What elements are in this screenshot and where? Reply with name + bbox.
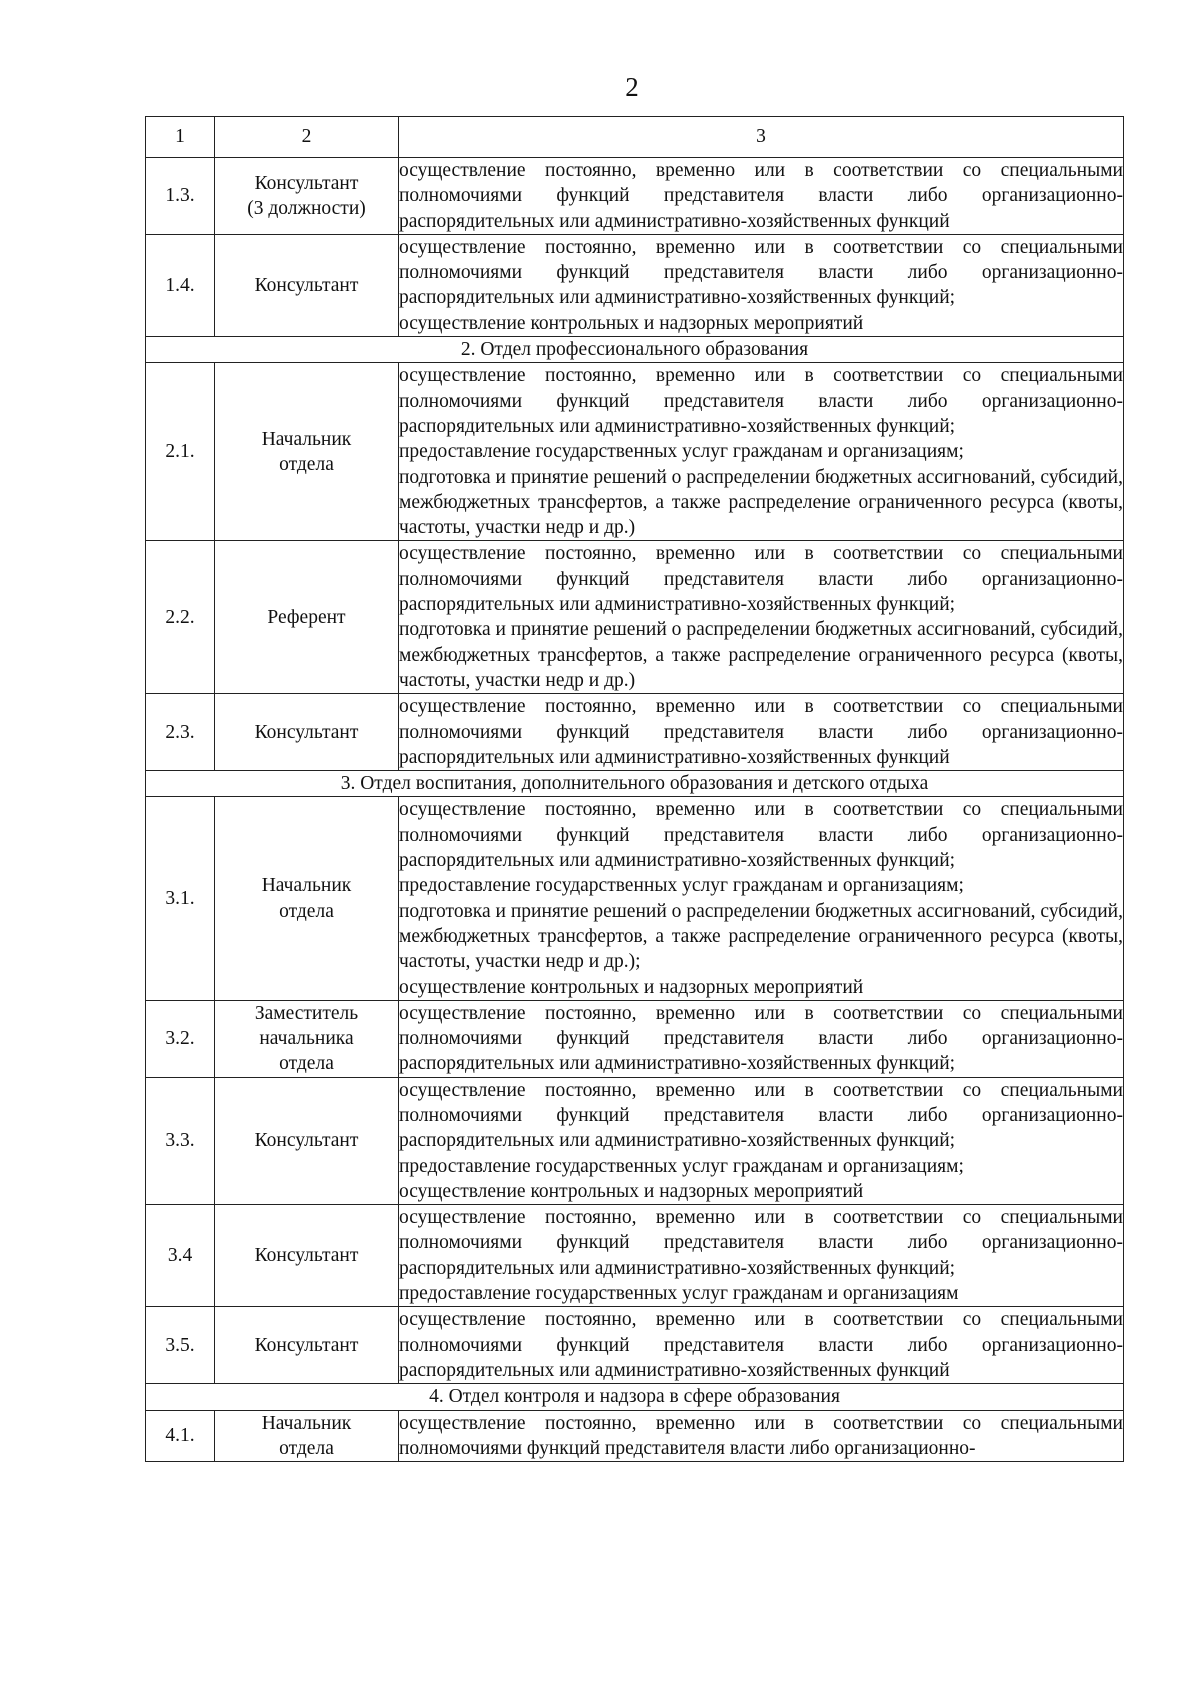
page-number: 2	[625, 72, 639, 102]
position-line: Консультант	[254, 1334, 359, 1356]
position-line: Начальник	[261, 875, 352, 897]
row-number: 3.2.	[146, 1000, 215, 1077]
duty-item: осуществление контрольных и надзорных мероприятий	[399, 976, 864, 998]
position-line: Консультант	[254, 274, 359, 296]
duty-item: осуществление постоянно, временно или в соответствии со специальными полномочиями функций представителя власти либо организационно-распорядительных или административно-хозяйственных функций;	[399, 365, 1123, 437]
table-row	[146, 234, 1124, 336]
table-row	[146, 1205, 1124, 1307]
duties-cell	[399, 1410, 1124, 1462]
duties-cell	[399, 1307, 1124, 1384]
header-cell-3: 3	[399, 117, 1124, 158]
duties-table	[145, 116, 1124, 1462]
duties-cell	[399, 694, 1124, 771]
duties-cell	[399, 158, 1124, 235]
position-line: Консультант	[254, 1245, 359, 1267]
section-title: 4. Отдел контроля и надзора в сфере образования	[146, 1384, 1124, 1410]
duties-cell	[399, 797, 1124, 1000]
position-cell	[215, 1205, 399, 1307]
position-line: (3 должности)	[247, 197, 366, 219]
section-title: 3. Отдел воспитания, дополнительного образования и детского отдыха	[146, 771, 1124, 797]
table-row	[146, 158, 1124, 235]
position-cell	[215, 158, 399, 235]
duty-item: осуществление постоянно, временно или в соответствии со специальными полномочиями функций представителя власти либо организационно-распорядительных или административно-хозяйственных функций	[399, 1309, 1123, 1381]
position-cell	[215, 694, 399, 771]
duty-item: предоставление государственных услуг гражданам и организациям	[399, 1283, 959, 1305]
position-line: Начальник	[261, 428, 352, 450]
duties-cell	[399, 541, 1124, 694]
row-number: 2.3.	[146, 694, 215, 771]
position-line: отдела	[279, 1437, 334, 1459]
header-cell-1: 1	[146, 117, 215, 158]
position-cell	[215, 1307, 399, 1384]
row-number: 3.5.	[146, 1307, 215, 1384]
duty-item: осуществление постоянно, временно или в соответствии со специальными полномочиями функций представителя власти либо организационно-распорядительных или административно-хозяйственных функций;	[399, 1207, 1123, 1279]
duty-item: осуществление постоянно, временно или в соответствии со специальными полномочиями функций представителя власти либо организационно-распорядительных или административно-хозяйственных функций	[399, 696, 1123, 768]
table-row	[146, 1000, 1124, 1077]
duty-item: подготовка и принятие решений о распределении бюджетных ассигнований, субсидий, межбюджетных трансфертов, а также распределение ограниченного ресурса (квоты, частоты, участки недр и др.)	[399, 619, 1123, 691]
position-line: Начальник	[261, 1412, 352, 1434]
duty-item: осуществление постоянно, временно или в соответствии со специальными полномочиями функций представителя власти либо организационно-распорядительных или административно-хозяйственных функций;	[399, 543, 1123, 616]
position-cell	[215, 363, 399, 541]
position-line: начальника	[259, 1028, 354, 1050]
duty-item: осуществление постоянно, временно или в соответствии со специальными полномочиями функций представителя власти либо организационно-распорядительных или административно-хозяйственных функций;	[399, 1079, 1123, 1152]
table-row	[146, 694, 1124, 771]
duty-item: осуществление контрольных и надзорных мероприятий	[399, 1180, 864, 1202]
row-number: 3.4	[146, 1205, 215, 1307]
row-number: 4.1.	[146, 1410, 215, 1462]
row-number: 2.1.	[146, 363, 215, 541]
duty-item: подготовка и принятие решений о распределении бюджетных ассигнований, субсидий, межбюджетных трансфертов, а также распределение ограниченного ресурса (квоты, частоты, участки недр и др.);	[399, 900, 1123, 973]
duty-item: предоставление государственных услуг гражданам и организациям;	[399, 875, 964, 897]
table-row	[146, 1410, 1124, 1462]
duty-item: осуществление постоянно, временно или в соответствии со специальными полномочиями функций представителя власти либо организационно-распорядительных или административно-хозяйственных функций;	[399, 1002, 1123, 1075]
table-row	[146, 1077, 1124, 1204]
duty-item: осуществление постоянно, временно или в соответствии со специальными полномочиями функций представителя власти либо организационно-распорядительных или административно-хозяйственных функций;	[399, 799, 1123, 872]
position-cell	[215, 1077, 399, 1204]
duty-item: осуществление контрольных и надзорных мероприятий	[399, 312, 864, 334]
position-cell	[215, 541, 399, 694]
row-number: 2.2.	[146, 541, 215, 694]
header-cell-2: 2	[215, 117, 399, 158]
row-number: 1.3.	[146, 158, 215, 235]
position-line: Референт	[267, 606, 346, 628]
row-number: 1.4.	[146, 234, 215, 336]
table-row	[146, 1307, 1124, 1384]
duty-item: осуществление постоянно, временно или в соответствии со специальными полномочиями функций представителя власти либо организационно-распорядительных или административно-хозяйственных функций	[399, 160, 1123, 232]
section-title: 2. Отдел профессионального образования	[146, 337, 1124, 363]
position-cell	[215, 234, 399, 336]
position-line: Консультант	[254, 1130, 359, 1152]
duties-cell	[399, 1000, 1124, 1077]
table-row	[146, 541, 1124, 694]
section-row	[146, 337, 1124, 363]
duties-cell	[399, 1077, 1124, 1204]
duties-cell	[399, 363, 1124, 541]
duty-item: осуществление постоянно, временно или в соответствии со специальными полномочиями функций представителя власти либо организационно-	[399, 1412, 1123, 1459]
position-cell	[215, 1410, 399, 1462]
duty-item: предоставление государственных услуг гражданам и организациям;	[399, 1155, 964, 1177]
section-row	[146, 771, 1124, 797]
table-row	[146, 797, 1124, 1000]
position-cell	[215, 1000, 399, 1077]
duty-item: предоставление государственных услуг гражданам и организациям;	[399, 441, 964, 463]
position-line: Консультант	[254, 172, 359, 194]
duties-cell	[399, 234, 1124, 336]
position-line: Консультант	[254, 721, 359, 743]
duty-item: осуществление постоянно, временно или в соответствии со специальными полномочиями функций представителя власти либо организационно-распорядительных или административно-хозяйственных функций;	[399, 236, 1123, 309]
section-row	[146, 1384, 1124, 1410]
duties-cell	[399, 1205, 1124, 1307]
duty-item: подготовка и принятие решений о распределении бюджетных ассигнований, субсидий, межбюджетных трансфертов, а также распределение ограниченного ресурса (квоты, частоты, участки недр и др.)	[399, 466, 1123, 539]
table-row	[146, 363, 1124, 541]
position-line: отдела	[279, 900, 334, 922]
row-number: 3.1.	[146, 797, 215, 1000]
position-line: отдела	[279, 453, 334, 475]
position-line: отдела	[279, 1053, 334, 1075]
table-header-row	[146, 117, 1124, 158]
row-number: 3.3.	[146, 1077, 215, 1204]
position-line: Заместитель	[254, 1002, 359, 1024]
position-cell	[215, 797, 399, 1000]
